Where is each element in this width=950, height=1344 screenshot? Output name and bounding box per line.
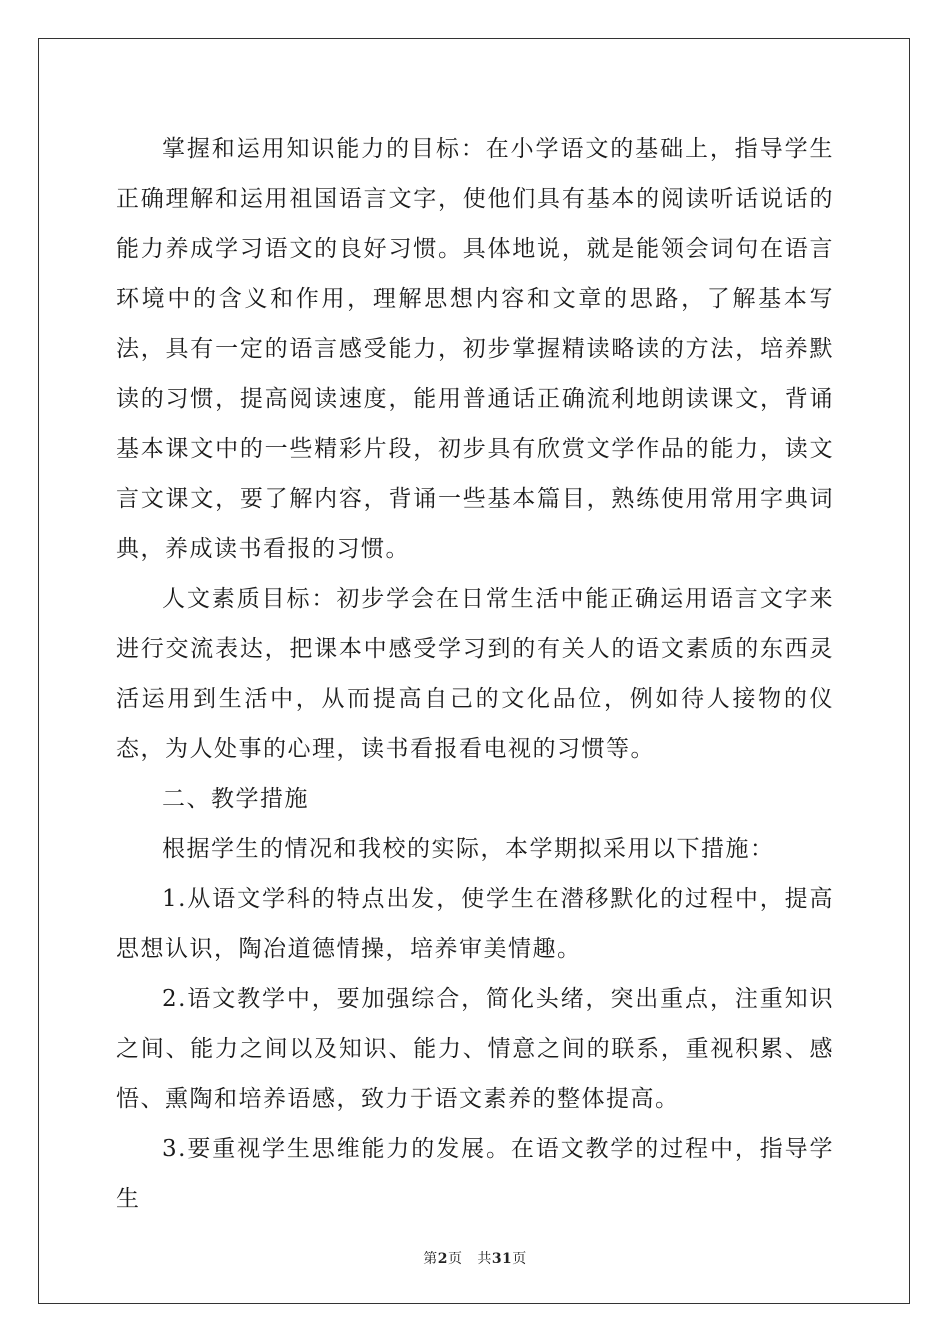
- total-pages: 31: [491, 1251, 513, 1267]
- page-footer: [0, 1248, 950, 1268]
- page-label-suffix: 页: [447, 1251, 463, 1267]
- paragraph-knowledge-goal: 掌握和运用知识能力的目标：在小学语文的基础上，指导学生正确理解和运用祖国语言文字，使他们具有基本的阅读听话说话的能力养成学习语文的良好习惯。具体地说，就是能领会词句在语言环境中的含义和作用，理解思想内容和文章的思路，了解基本写法，具有一定的语言感受能力，初步掌握精读略读的方法，培养默读的习惯，提高阅读速度，能用普通话正确流利地朗读课文，背诵基本课文中的一些精彩片段，初步具有欣赏文学作品的能力，读文言文课文，要了解内容，背诵一些基本篇目，熟练使用常用字典词典，养成读书看报的习惯。: [116, 136, 834, 562]
- page-label-prefix: 第: [423, 1251, 438, 1267]
- total-label-prefix: 共: [477, 1251, 492, 1267]
- paragraph-measures-intro: 根据学生的情况和我校的实际，本学期拟采用以下措施：: [162, 836, 775, 862]
- list-item-measure-2: 2.语文教学中，要加强综合，简化头绪，突出重点，注重知识之间、能力之间以及知识、能力、情意之间的联系，重视积累、感悟、熏陶和培养语感，致力于语文素养的整体提高。: [116, 986, 834, 1112]
- section-heading-teaching-measures: 二、教学措施: [162, 786, 309, 812]
- list-item-measure-3: 3.要重视学生思维能力的发展。在语文教学的过程中，指导学生: [116, 1136, 834, 1212]
- paragraph-humanities-goal: 人文素质目标：初步学会在日常生活中能正确运用语言文字来进行交流表达，把课本中感受学习到的有关人的语文素质的东西灵活运用到生活中，从而提高自己的文化品位，例如待人接物的仪态，为人处事的心理，读书看报看电视的习惯等。: [116, 586, 834, 762]
- list-item-measure-1: 1.从语文学科的特点出发，使学生在潜移默化的过程中，提高思想认识，陶冶道德情操，培养审美情趣。: [116, 886, 834, 962]
- document-body: [116, 124, 834, 1224]
- total-label-suffix: 页: [512, 1251, 527, 1267]
- page-number: 2: [437, 1251, 448, 1267]
